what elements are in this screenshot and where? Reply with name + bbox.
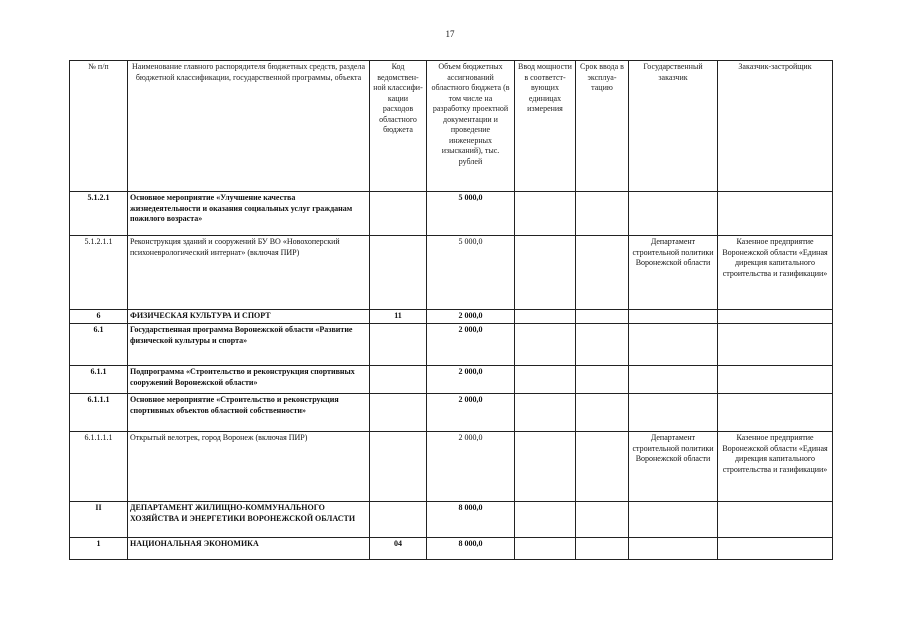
- row-term: [576, 538, 629, 560]
- row-term: [576, 394, 629, 432]
- row-capacity: [515, 324, 576, 366]
- row-term: [576, 432, 629, 502]
- row-term: [576, 324, 629, 366]
- row-developer: [718, 502, 833, 538]
- row-amount: 2 000,0: [427, 394, 515, 432]
- row-name: Открытый велотрек, город Воронеж (включая ПИР): [128, 432, 370, 502]
- row-capacity: [515, 236, 576, 310]
- row-code: [370, 394, 427, 432]
- row-customer: Департамент строительной политики Воронежской области: [629, 432, 718, 502]
- row-name: ФИЗИЧЕСКАЯ КУЛЬТУРА И СПОРТ: [128, 310, 370, 324]
- row-number: 5.1.2.1: [70, 192, 128, 236]
- row-developer: [718, 310, 833, 324]
- row-name: Реконструкция зданий и сооружений БУ ВО «Новохоперский психоневрологический интернат» (включая ПИР): [128, 236, 370, 310]
- row-term: [576, 236, 629, 310]
- table-row: [70, 502, 833, 538]
- row-name: Государственная программа Воронежской области «Развитие физической культуры и спорта»: [128, 324, 370, 366]
- row-number: 6.1.1.1: [70, 394, 128, 432]
- row-name: Подпрограмма «Строительство и реконструкция спортивных сооружений Воронежской области»: [128, 366, 370, 394]
- row-name: Основное мероприятие «Улучшение качества жизнедеятельности и оказания социальных услуг гражданам пожилого возраста»: [128, 192, 370, 236]
- row-customer: [629, 502, 718, 538]
- row-amount: 8 000,0: [427, 538, 515, 560]
- table-row: [70, 236, 833, 310]
- row-developer: Казенное предприятие Воронежской области «Единая дирекция капитального строительства и газификации»: [718, 432, 833, 502]
- row-customer: [629, 310, 718, 324]
- row-capacity: [515, 366, 576, 394]
- row-code: [370, 502, 427, 538]
- row-amount: 2 000,0: [427, 366, 515, 394]
- row-amount: 8 000,0: [427, 502, 515, 538]
- row-developer: [718, 366, 833, 394]
- row-term: [576, 366, 629, 394]
- row-customer: Департамент строительной политики Воронежской области: [629, 236, 718, 310]
- table-row: [70, 538, 833, 560]
- row-code: [370, 432, 427, 502]
- row-developer: [718, 324, 833, 366]
- row-number: 5.1.2.1.1: [70, 236, 128, 310]
- table-header-row: [70, 61, 833, 192]
- row-amount: 2 000,0: [427, 324, 515, 366]
- row-number: 6.1: [70, 324, 128, 366]
- row-amount: 2 000,0: [427, 432, 515, 502]
- header-code: Код ведомствен-ной классифи-кации расходов областного бюджета: [370, 61, 427, 192]
- page-number: 17: [445, 29, 455, 39]
- row-code: 04: [370, 538, 427, 560]
- table-row: [70, 366, 833, 394]
- row-name: ДЕПАРТАМЕНТ ЖИЛИЩНО-КОММУНАЛЬНОГО ХОЗЯЙСТВА И ЭНЕРГЕТИКИ ВОРОНЕЖСКОЙ ОБЛАСТИ: [128, 502, 370, 538]
- table-row: [70, 432, 833, 502]
- row-number: 6: [70, 310, 128, 324]
- row-customer: [629, 366, 718, 394]
- row-code: [370, 236, 427, 310]
- row-term: [576, 502, 629, 538]
- header-developer: Заказчик-застройщик: [718, 61, 833, 192]
- row-term: [576, 192, 629, 236]
- header-amount: Объем бюджетных ассигнований областного бюджета (в том числе на разработку проектной документации и проведение инженерных изысканий), тыс. рублей: [427, 61, 515, 192]
- row-code: [370, 324, 427, 366]
- header-name: Наименование главного распорядителя бюджетных средств, раздела бюджетной классификации, государственной программы, объекта: [128, 61, 370, 192]
- table-row: [70, 394, 833, 432]
- row-name: Основное мероприятие «Строительство и реконструкция спортивных объектов областной собственности»: [128, 394, 370, 432]
- row-code: 11: [370, 310, 427, 324]
- row-customer: [629, 538, 718, 560]
- row-capacity: [515, 192, 576, 236]
- row-number: 6.1.1.1.1: [70, 432, 128, 502]
- row-developer: [718, 192, 833, 236]
- row-capacity: [515, 432, 576, 502]
- header-capacity: Ввод мощности в соответст-вующих единицах измерения: [515, 61, 576, 192]
- row-developer: [718, 394, 833, 432]
- header-customer: Государственный заказчик: [629, 61, 718, 192]
- header-term: Срок ввода в эксплуа-тацию: [576, 61, 629, 192]
- row-number: 6.1.1: [70, 366, 128, 394]
- row-term: [576, 310, 629, 324]
- table-body: [70, 192, 833, 560]
- budget-table: [69, 60, 833, 560]
- row-number: 1: [70, 538, 128, 560]
- row-code: [370, 192, 427, 236]
- row-capacity: [515, 538, 576, 560]
- row-customer: [629, 324, 718, 366]
- row-number: II: [70, 502, 128, 538]
- table-row: [70, 310, 833, 324]
- row-capacity: [515, 502, 576, 538]
- table-row: [70, 192, 833, 236]
- row-capacity: [515, 310, 576, 324]
- row-amount: 5 000,0: [427, 236, 515, 310]
- row-amount: 5 000,0: [427, 192, 515, 236]
- header-number: № п/п: [70, 61, 128, 192]
- row-code: [370, 366, 427, 394]
- row-name: НАЦИОНАЛЬНАЯ ЭКОНОМИКА: [128, 538, 370, 560]
- row-capacity: [515, 394, 576, 432]
- row-customer: [629, 394, 718, 432]
- row-customer: [629, 192, 718, 236]
- row-developer: Казенное предприятие Воронежской области «Единая дирекция капитального строительства и газификации»: [718, 236, 833, 310]
- row-amount: 2 000,0: [427, 310, 515, 324]
- row-developer: [718, 538, 833, 560]
- table-row: [70, 324, 833, 366]
